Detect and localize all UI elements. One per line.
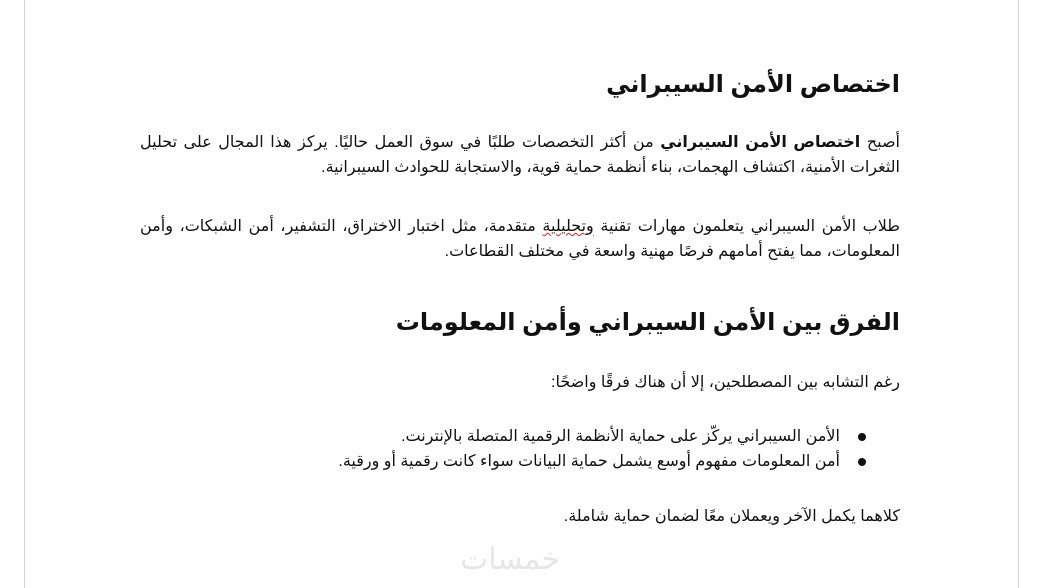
heading-cybersecurity-specialization: اختصاص الأمن السيبراني	[606, 71, 900, 98]
bullet-icon	[858, 458, 866, 466]
spellcheck-underlined-word[interactable]: وتحليلية	[542, 218, 594, 235]
paragraph-intro-prefix: أصبح	[860, 134, 901, 151]
paragraph-intro	[140, 130, 900, 180]
paragraph-skills-before: طلاب الأمن السيبراني يتعلمون مهارات تقنية	[593, 218, 901, 235]
watermark-logo: خمسات	[460, 542, 561, 577]
list-item-text: أمن المعلومات مفهوم أوسع يشمل حماية البيانات سواء كانت رقمية أو ورقية.	[338, 453, 840, 470]
bullet-icon	[858, 433, 866, 441]
page-right-edge	[1018, 0, 1019, 588]
bullet-list	[140, 424, 900, 474]
paragraph-intro-bold: اختصاص الأمن السيبراني	[660, 134, 861, 151]
paragraph-skills	[140, 214, 900, 264]
list-item	[140, 424, 900, 449]
list-item-text: الأمن السيبراني يركّز على حماية الأنظمة الرقمية المتصلة بالإنترنت.	[401, 428, 840, 445]
paragraph-skills-after: متقدمة، مثل اختبار الاختراق، التشفير، أمن الشبكات، وأمن المعلومات، مما يفتح أمامهم فرصًا مهنية واسعة في مختلف القطاعات.	[140, 218, 900, 260]
list-item	[140, 449, 900, 474]
page-left-edge	[24, 0, 25, 588]
document-page	[140, 0, 900, 588]
heading-difference: الفرق بين الأمن السيبراني وأمن المعلومات	[395, 309, 900, 336]
paragraph-difference-intro: رغم التشابه بين المصطلحين، إلا أن هناك فرقًا واضحًا:	[551, 374, 900, 391]
paragraph-conclusion: كلاهما يكمل الآخر ويعملان معًا لضمان حماية شاملة.	[563, 508, 900, 525]
paragraph-intro-suffix: من أكثر التخصصات طلبًا في سوق العمل حاليًا. يركز هذا المجال على تحليل الثغرات الأمنية، اكتشاف الهجمات، بناء أنظمة حماية قوية، والاستجابة للحوادث السيبرانية.	[140, 134, 900, 176]
